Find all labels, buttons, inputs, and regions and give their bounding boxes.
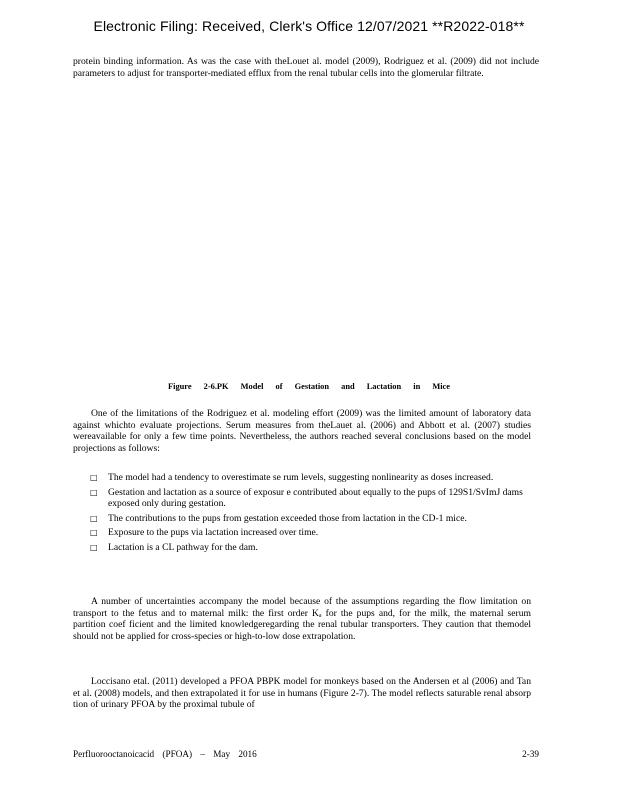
list-item	[90, 527, 530, 539]
checkbox-bullet-icon: □	[90, 473, 98, 482]
paragraph-uncertainties: A number of uncertainties accompany the model because of the assumptions regarding the flow limitation on transport to the fetus and to maternal milk: the first order Kₐ for the pups and, for the milk, the maternal serum partition coef ficient and the limited knowledgeregarding the renal tubular transporters. They caution that themodel should not be applied for cross-species or high-to-low dose extrapolation.	[73, 596, 531, 642]
filing-header: Electronic Filing: Received, Clerk's Office 12/07/2021 **R2022-018**	[93, 18, 525, 34]
checkbox-bullet-icon: □	[90, 542, 98, 552]
list-item-text: The model had a tendency to overestimate se rum levels, suggesting nonlinearity as doses increased.	[108, 472, 494, 483]
list-item-text: Lactation is a CL pathway for the dam.	[108, 541, 258, 553]
paragraph-limitations: One of the limitations of the Rodriguez et al. modeling effort (2009) was the limited amount of laboratory data against whichto evaluate projections. Serum measures from theLauet al. (2006) and Abbott et al. (2007) studies wereavailable for only a few time points. Nevertheless, the authors reached several conclusions based on the model projections as follows:	[73, 408, 531, 454]
list-item-text: Exposure to the pups via lactation increased over time.	[108, 527, 319, 539]
paragraph-intro: protein binding information. As was the case with theLouet al. model (2009), Rodriguez et al. (2009) did not include parameters to adjust for transporter-mediated efflux from the renal tubular cells into the glomerular filtrate.	[73, 56, 539, 79]
list-item	[90, 513, 530, 525]
checkbox-bullet-icon: □	[90, 513, 98, 523]
footer-page-number: 2-39	[522, 749, 539, 759]
list-item	[90, 542, 530, 554]
checkbox-bullet-icon: □	[90, 487, 98, 497]
conclusions-list	[90, 472, 530, 557]
list-item	[90, 487, 530, 510]
figure-placeholder	[73, 110, 539, 370]
footer-doc-title: Perfluorooctanoicacid (PFOA) – May 2016	[73, 749, 257, 759]
paragraph-loccisano: Loccisano etal. (2011) developed a PFOA PBPK model for monkeys based on the Andersen et al (2006) and Tan et al. (2008) models, and then extrapolated it for use in humans (Figure 2-7). The model reflects saturable renal absorp tion of urinary PFOA by the proximal tubule of	[73, 676, 531, 711]
list-item-text: The contributions to the pups from gestation exceeded those from lactation in the CD-1 mice.	[108, 512, 467, 524]
list-item	[90, 472, 530, 484]
figure-caption: Figure 2-6.PK Model of Gestation and Lactation in Mice	[168, 382, 450, 391]
checkbox-bullet-icon: □	[90, 528, 98, 538]
list-item-text: Gestation and lactation as a source of exposur e contributed about equally to the pups of 129S1/SvImJ dams exposed only during gestation.	[108, 486, 523, 510]
